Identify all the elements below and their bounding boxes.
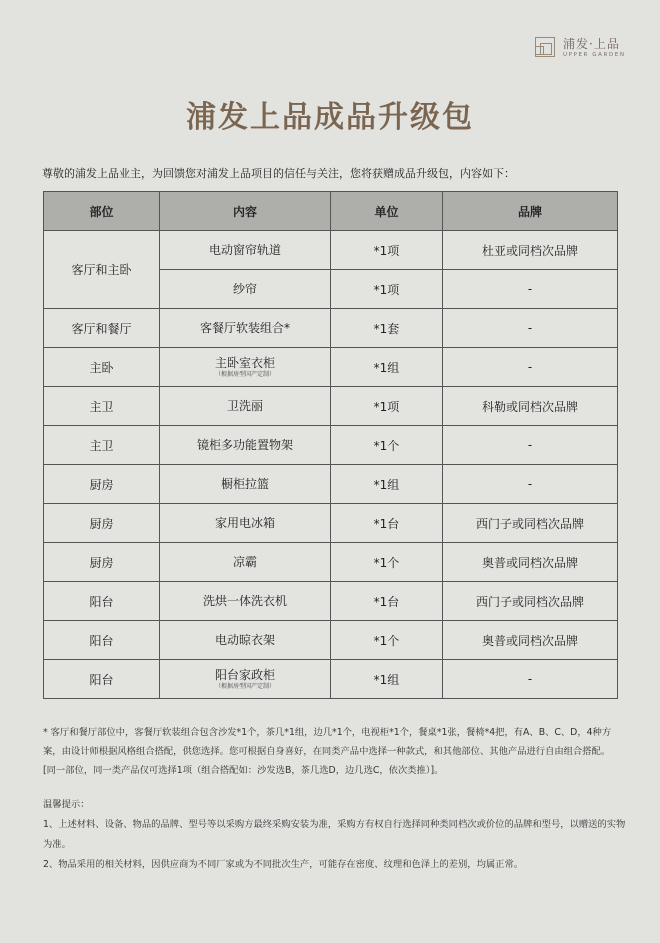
- cell-content: 洗烘一体洗衣机: [160, 582, 331, 621]
- cell-brand: -: [443, 660, 618, 699]
- page-title: 浦发上品成品升级包: [186, 100, 474, 135]
- table-row: [44, 660, 618, 699]
- cell-unit: *1个: [331, 426, 443, 465]
- logo-square-icon: [535, 37, 557, 59]
- cell-content: 阳台家政柜 （根据房型国产定制）: [160, 660, 331, 699]
- cell-brand: -: [443, 348, 618, 387]
- cell-unit: *1套: [331, 309, 443, 348]
- cell-unit: *1个: [331, 543, 443, 582]
- table-row: [44, 621, 618, 660]
- cell-note: （根据房型国产定制）: [214, 370, 275, 378]
- cell-location: 阳台: [44, 621, 160, 660]
- cell-location: 阳台: [44, 582, 160, 621]
- cell-unit: *1组: [331, 465, 443, 504]
- table-row: [44, 387, 618, 426]
- cell-brand: -: [443, 426, 618, 465]
- logo-english: UPPER GARDEN: [563, 51, 626, 58]
- cell-location: 主卧: [44, 348, 160, 387]
- cell-brand: 西门子或同档次品牌: [443, 582, 618, 621]
- table-header-row: [44, 192, 618, 231]
- tip-item: 1、上述材料、设备、物品的品牌、型号等以采购方最终采购安装为准，采购方有权自行选择同种类同档次或价位的品牌和型号，以赠送的实物为准。: [43, 819, 626, 850]
- cell-unit: *1组: [331, 348, 443, 387]
- cell-unit: *1台: [331, 582, 443, 621]
- brand-logo: [535, 37, 626, 59]
- upgrade-package-table: [43, 191, 618, 699]
- cell-location: 厨房: [44, 504, 160, 543]
- cell-brand: -: [443, 309, 618, 348]
- cell-content: 镜柜多功能置物架: [160, 426, 331, 465]
- cell-location: 主卫: [44, 426, 160, 465]
- cell-brand: 杜亚或同档次品牌: [443, 231, 618, 270]
- table-row: [44, 582, 618, 621]
- cell-content: 客餐厅软装组合*: [160, 309, 331, 348]
- cell-content: 家用电冰箱: [160, 504, 331, 543]
- header-content: 内容: [160, 192, 331, 231]
- cell-location: 阳台: [44, 660, 160, 699]
- cell-brand: -: [443, 270, 618, 309]
- table-row: [44, 543, 618, 582]
- cell-brand: 奥普或同档次品牌: [443, 621, 618, 660]
- cell-note: （根据房型国产定制）: [214, 682, 275, 690]
- header-brand: 品牌: [443, 192, 618, 231]
- table-row: [44, 348, 618, 387]
- cell-location: 厨房: [44, 465, 160, 504]
- cell-brand: 奥普或同档次品牌: [443, 543, 618, 582]
- cell-unit: *1台: [331, 504, 443, 543]
- cell-content: 电动晾衣架: [160, 621, 331, 660]
- tips-section: [43, 795, 633, 875]
- cell-location: 主卫: [44, 387, 160, 426]
- intro-text: 尊敬的浦发上品业主，为回馈您对浦发上品项目的信任与关注，您将获赠成品升级包，内容如下：: [42, 167, 515, 180]
- cell-content: 主卧室衣柜 （根据房型国产定制）: [160, 348, 331, 387]
- cell-unit: *1组: [331, 660, 443, 699]
- cell-brand: 科勒或同档次品牌: [443, 387, 618, 426]
- cell-unit: *1项: [331, 270, 443, 309]
- cell-unit: *1项: [331, 231, 443, 270]
- header-location: 部位: [44, 192, 160, 231]
- cell-brand: -: [443, 465, 618, 504]
- logo-chinese: 浦发·上品: [563, 36, 620, 51]
- cell-content: 卫洗丽: [160, 387, 331, 426]
- cell-location: 客厅和餐厅: [44, 309, 160, 348]
- cell-unit: *1个: [331, 621, 443, 660]
- cell-content: 纱帘: [160, 270, 331, 309]
- cell-brand: 西门子或同档次品牌: [443, 504, 618, 543]
- cell-location: 厨房: [44, 543, 160, 582]
- footnote: * 客厅和餐厅部位中，客餐厅软装组合包含沙发*1个，茶几*1组，边几*1个，电视柜*1个，餐桌*1张，餐椅*4把，有A、B、C、D，4种方案，由设计师根据风格组合搭配，供您选择。您可根据自身喜好，在同类产品中选择一种款式，和其他部位、其他产品进行自由组合搭配。[同一部位，同一类产品仅可选择1项（组合搭配如：沙发选B，茶几选D，边几选C，依次类推）]。: [43, 727, 612, 776]
- table-row: [44, 504, 618, 543]
- header-unit: 单位: [331, 192, 443, 231]
- cell-content: 电动窗帘轨道: [160, 231, 331, 270]
- cell-location: 客厅和主卧: [44, 231, 160, 309]
- cell-content: 凉霸: [160, 543, 331, 582]
- tips-heading: 温馨提示：: [43, 799, 90, 810]
- cell-unit: *1项: [331, 387, 443, 426]
- table-row: [44, 426, 618, 465]
- tip-item: 2、物品采用的相关材料，因供应商为不同厂家或为不同批次生产，可能存在密度、纹理和色泽上的差别，均属正常。: [43, 859, 524, 870]
- table-row: [44, 231, 618, 270]
- cell-content: 橱柜拉篮: [160, 465, 331, 504]
- table-row: [44, 309, 618, 348]
- table-row: [44, 465, 618, 504]
